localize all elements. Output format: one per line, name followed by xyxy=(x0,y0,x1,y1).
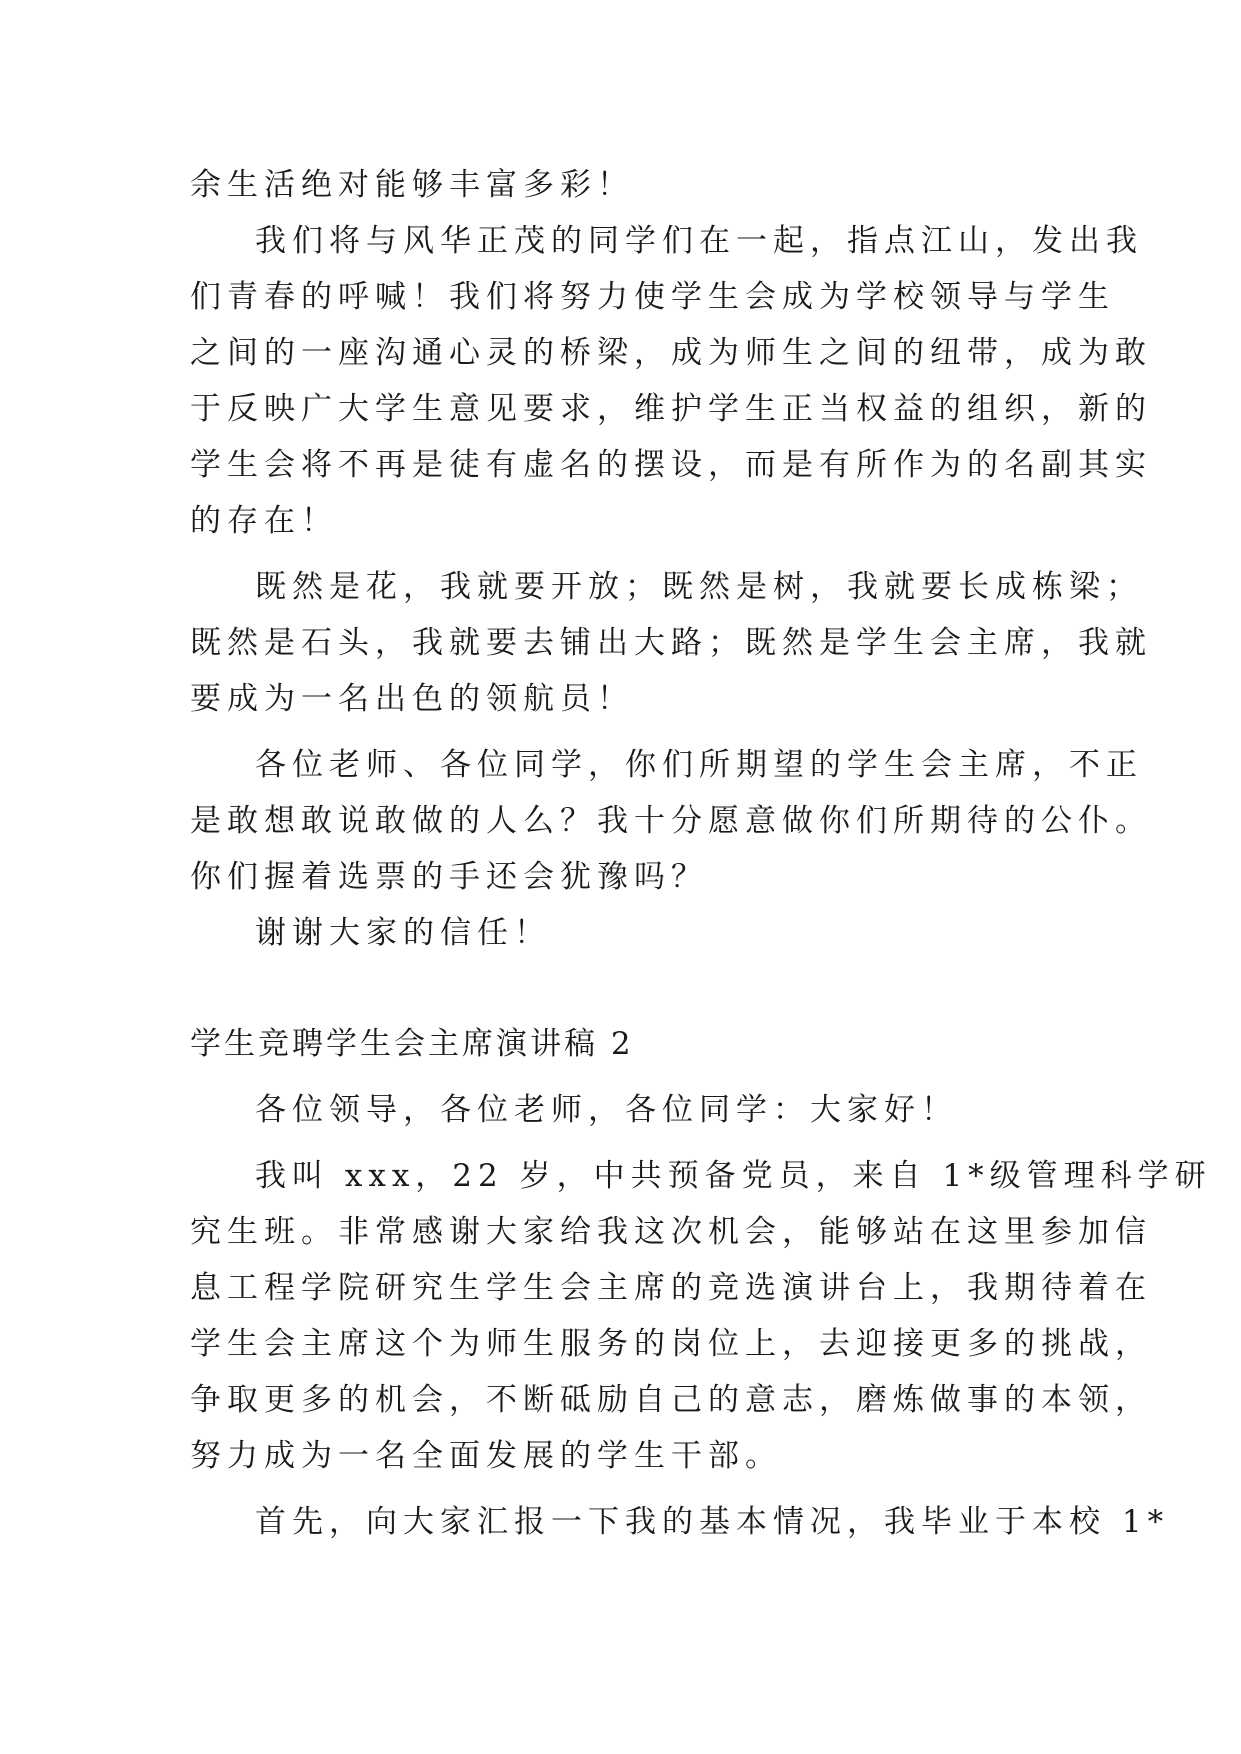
text-line-9: 既然是石头，我就要去铺出大路；既然是学生会主席，我就 xyxy=(190,625,1152,661)
text-line-18: 究生班。非常感谢大家给我这次机会，能够站在这里参加信 xyxy=(190,1214,1152,1250)
text-line-4: 之间的一座沟通心灵的桥梁，成为师生之间的纽带，成为敢 xyxy=(190,335,1152,371)
text-line-11: 各位老师、各位同学，你们所期望的学生会主席，不正 xyxy=(255,747,1143,783)
text-line-10: 要成为一名出色的领航员！ xyxy=(190,681,634,717)
section-title: 学生竞聘学生会主席演讲稿 2 xyxy=(190,1026,634,1062)
text-line-23: 首先，向大家汇报一下我的基本情况，我毕业于本校 1* xyxy=(255,1504,1170,1540)
text-line-13: 你们握着选票的手还会犹豫吗？ xyxy=(190,859,708,895)
text-line-1: 余生活绝对能够丰富多彩！ xyxy=(190,167,634,203)
text-line-22: 努力成为一名全面发展的学生干部。 xyxy=(190,1438,782,1474)
text-line-2: 我们将与风华正茂的同学们在一起，指点江山，发出我 xyxy=(255,223,1143,259)
text-line-20: 学生会主席这个为师生服务的岗位上，去迎接更多的挑战， xyxy=(190,1326,1152,1362)
text-line-12: 是敢想敢说敢做的人么？我十分愿意做你们所期待的公仆。 xyxy=(190,803,1152,839)
text-line-5: 于反映广大学生意见要求，维护学生正当权益的组织，新的 xyxy=(190,391,1152,427)
text-line-14: 谢谢大家的信任！ xyxy=(255,915,551,951)
text-line-17: 我叫 xxx，22 岁，中共预备党员，来自 1*级管理科学研 xyxy=(255,1158,1212,1194)
text-line-8: 既然是花，我就要开放；既然是树，我就要长成栋梁； xyxy=(255,569,1143,605)
text-line-21: 争取更多的机会，不断砥励自己的意志，磨炼做事的本领， xyxy=(190,1382,1152,1418)
text-line-3: 们青春的呼喊！我们将努力使学生会成为学校领导与学生 xyxy=(190,279,1115,315)
text-line-7: 的存在！ xyxy=(190,503,338,539)
text-line-6: 学生会将不再是徒有虚名的摆设，而是有所作为的名副其实 xyxy=(190,447,1152,483)
text-line-19: 息工程学院研究生学生会主席的竞选演讲台上，我期待着在 xyxy=(190,1270,1152,1306)
text-line-16: 各位领导，各位老师，各位同学：大家好！ xyxy=(255,1092,958,1128)
